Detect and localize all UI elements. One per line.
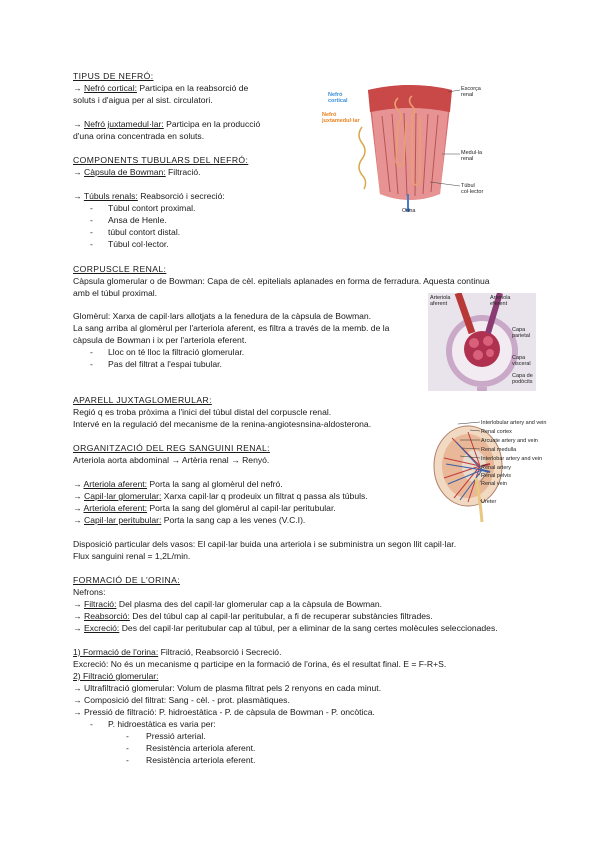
label-interlobar: Interlobar artery and vein	[481, 456, 543, 462]
text: Del plasma des del capil·lar glomerular cap a la càpsula de Bowman.	[116, 599, 383, 609]
text-line	[73, 503, 336, 514]
text-line: Glomèrul: Xarxa de capil·lars allotjats a la fenedura de la càpsula de Bowman.	[73, 311, 372, 321]
section-title-formacio: FORMACIÓ DE L'ORINA:	[73, 575, 181, 585]
text-line: Càpsula glomerular o de Bowman: Capa de cèl. epitelials aplanades en forma de ferradura. Aquesta continua	[73, 276, 490, 286]
text-line	[73, 599, 382, 610]
text-line: Disposició particular dels vasos: El capil·lar buida una arteriola i se subministra un segon llit capil·lar.	[73, 539, 457, 549]
text-line: Flux sanguini renal = 1,2L/min.	[73, 551, 191, 561]
dash-glyph: -	[90, 239, 93, 249]
arrow-glyph: →	[73, 167, 82, 177]
label-renal-artery: Renal artery	[481, 465, 511, 471]
text: Xarxa capil·lar q prodeuix un filtrat q passa als túbuls.	[161, 491, 368, 501]
text-line	[73, 611, 433, 622]
text-line: càpsula de Bowman i ix per l'arteriola eferent.	[73, 335, 247, 345]
text: Filtració, Reabsorció i Secreció.	[158, 647, 282, 657]
text-line	[73, 623, 498, 634]
dash-glyph: -	[126, 743, 129, 753]
arrow-glyph: →	[73, 683, 82, 693]
dash-glyph: -	[90, 227, 93, 237]
term: Filtració:	[83, 599, 117, 609]
text-line: Nefrons:	[73, 587, 106, 597]
dash-glyph: -	[90, 347, 93, 357]
dash-glyph: -	[126, 731, 129, 741]
text-line: amb el túbul proximal.	[73, 288, 158, 298]
label-nefro-cortical: Nefró cortical	[328, 92, 348, 104]
arrow-glyph: →	[73, 491, 82, 501]
list-item: P. hidroestàtica es varia per:	[108, 719, 216, 729]
text-line	[73, 707, 375, 718]
figure-renal-blood	[430, 418, 595, 524]
text: Porta la sang cap a les venes (V.C.I).	[161, 515, 306, 525]
arrow-glyph: →	[73, 191, 82, 201]
subheading: 2) Filtració glomerular:	[73, 671, 159, 681]
text-line	[73, 83, 248, 94]
text: Participa en la producció	[163, 119, 261, 129]
text-line	[73, 695, 290, 706]
arrow-glyph: →	[73, 599, 82, 609]
list-item: Resistència arteriola eferent.	[146, 755, 256, 765]
label-renal-cortex: Renal cortex	[481, 429, 512, 435]
text-line: La sang arriba al glomèrul per l'arteriola aferent, es filtra a través de la memb. de la	[73, 323, 390, 333]
label-tubul: Túbul col·lector	[461, 183, 484, 195]
term: Excreció:	[83, 623, 120, 633]
list-item: Resistència arteriola aferent.	[146, 743, 256, 753]
text: Ultrafiltració glomerular: Volum de plasma filtrat pels 2 renyons en cada minut.	[83, 683, 382, 693]
text: Porta la sang al glomèrul del nefró.	[147, 479, 283, 489]
label-medulla: Medul·la renal	[461, 150, 483, 162]
label-arteriola-eferent: Arteriola eferent	[490, 295, 511, 307]
text-line	[73, 119, 260, 130]
dash-glyph: -	[126, 755, 129, 765]
arrow-glyph: →	[73, 515, 82, 525]
term: Nefró juxtamedul·lar:	[83, 119, 164, 129]
section-title-corpuscle: CORPUSCLE RENAL:	[73, 264, 167, 274]
text-line: Excreció: No és un mecanisme q participe en la formació de l'orina, és el resultat final. E = F-R+S.	[73, 659, 447, 669]
text: Composició del filtrat: Sang - cèl. - prot. plasmàtiques.	[83, 695, 290, 705]
term: 1) Formació de l'orina:	[73, 647, 159, 657]
label-arcuate: Arcuate artery and vein	[481, 438, 538, 444]
text-line	[73, 491, 368, 502]
section-title-components: COMPONENTS TUBULARS DEL NEFRÓ:	[73, 155, 249, 165]
text: Des del capil·lar peritubular cap al túbul, per a eliminar de la sang certes molècules seleccionades.	[119, 623, 498, 633]
arrow-glyph: →	[73, 707, 82, 717]
text-line	[73, 515, 305, 526]
list-item: túbul contort distal.	[108, 227, 181, 237]
section-title-aparell: APARELL JUXTAGLOMERULAR:	[73, 395, 212, 405]
label-capa-parietal: Capa parietal	[512, 327, 531, 339]
label-nefro-juxta: Nefró juxtamedul·lar	[322, 112, 360, 124]
arrow-glyph: →	[73, 503, 82, 513]
text-line: Arteriola aorta abdominal → Artèria renal → Renyó.	[73, 455, 270, 465]
label-ureter: Ureter	[481, 499, 497, 505]
text-line: Regió q es troba pròxima a l'inici del túbul distal del corpuscle renal.	[73, 407, 332, 417]
label-renal-medulla: Renal medulla	[481, 447, 517, 453]
figure-nephron-kidney	[320, 82, 490, 217]
text: Porta la sang del glomèrul al capil·lar peritubular.	[147, 503, 336, 513]
text-line: Intervé en la regulació del mecanisme de la renina-angiotesnsina-aldosterona.	[73, 419, 372, 429]
dash-glyph: -	[90, 359, 93, 369]
dash-glyph: -	[90, 719, 93, 729]
arrow-glyph: →	[73, 695, 82, 705]
term: Capil·lar glomerular:	[83, 491, 162, 501]
term: Arteriola aferent:	[83, 479, 148, 489]
term: Capil·lar peritubular:	[83, 515, 162, 525]
text: Des del túbul cap al capil·lar peritubular, a fi de recuperar substàncies filtrades.	[129, 611, 433, 621]
text-line	[73, 191, 225, 202]
text: Filtració.	[165, 167, 201, 177]
text-line: soluts i d'aigua per al sist. circulatori.	[73, 95, 213, 105]
text-line	[73, 479, 283, 490]
text-line	[73, 647, 281, 658]
list-item: Pressió arterial.	[146, 731, 206, 741]
dash-glyph: -	[90, 215, 93, 225]
label-orina: Orina	[402, 208, 416, 214]
text: Pressió de filtració: P. hidroestàtica - P. de càpsula de Bowman - P. oncòtica.	[83, 707, 375, 717]
text-line	[73, 683, 381, 694]
arrow-glyph: →	[73, 83, 82, 93]
list-item: Ansa de Henle.	[108, 215, 167, 225]
arrow-glyph: →	[73, 611, 82, 621]
arrow-glyph: →	[73, 623, 82, 633]
label-capa-visceral: Capa visceral	[512, 355, 531, 367]
arrow-glyph: →	[73, 479, 82, 489]
list-item: Túbul contort proximal.	[108, 203, 196, 213]
label-renal-pelvis: Renal pelvis	[481, 473, 511, 479]
list-item: Túbul col·lector.	[108, 239, 169, 249]
list-item: Lloc on té lloc la filtració glomerular.	[108, 347, 245, 357]
text-line: d'una orina concentrada en soluts.	[73, 131, 205, 141]
section-title-reg-sanguini: ORGANITZACIÓ DEL REG SANGUINI RENAL:	[73, 443, 270, 453]
term: Túbuls renals:	[83, 191, 138, 201]
kidney-vessels-illustration	[430, 418, 595, 524]
label-arteriola-aferent: Arteriola aferent	[430, 295, 451, 307]
list-item: Pas del filtrat a l'espai tubular.	[108, 359, 222, 369]
section-title-tipus-nefro: TIPUS DE NEFRÓ:	[73, 71, 154, 81]
term: Arteriola eferent:	[83, 503, 148, 513]
term: Reabsorció:	[83, 611, 130, 621]
text-line	[73, 167, 201, 178]
dash-glyph: -	[90, 203, 93, 213]
term: Càpsula de Bowman:	[83, 167, 166, 177]
arrow-glyph: →	[73, 119, 82, 129]
label-escorca: Escorça renal	[461, 86, 481, 98]
label-renal-vein: Renal vein	[481, 481, 507, 487]
term: Nefró cortical:	[83, 83, 137, 93]
label-interlobular: Interlobular artery and vein	[481, 420, 547, 426]
text: Reabsorció i secreció:	[137, 191, 225, 201]
figure-renal-corpuscle	[428, 293, 536, 391]
text: Participa en la reabsorció de	[137, 83, 249, 93]
label-podocits: Capa de podòcits	[512, 373, 533, 385]
